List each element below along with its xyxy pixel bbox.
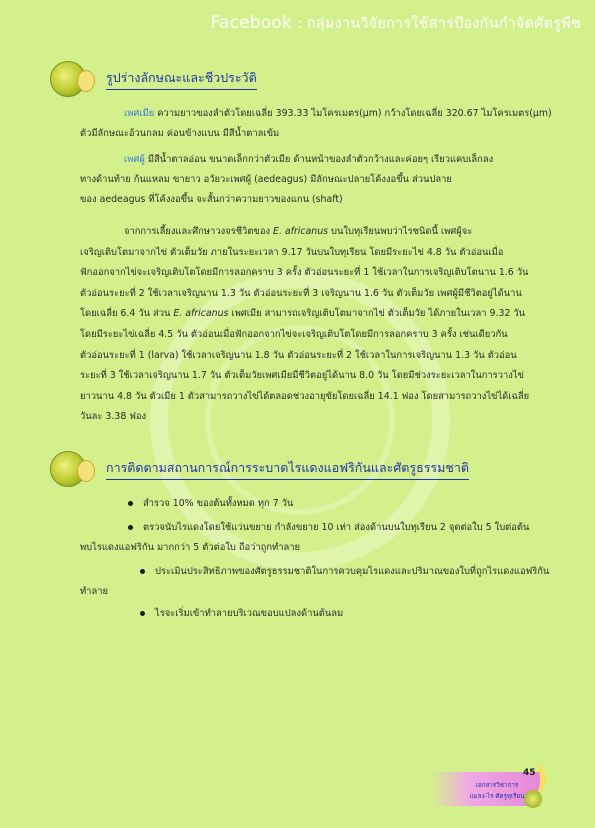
section-title: รูปร่างลักษณะและชีวประวัติ — [106, 68, 257, 90]
footer-caption — [460, 780, 534, 802]
section-heading-morphology — [50, 62, 257, 96]
female-description — [80, 104, 568, 124]
header-facebook — [211, 12, 581, 35]
life-cycle-line: ตัวอ่อนระยะที่ 1 (larva) ใช้เวลาเจริญนาน 1.8 วัน ตัวอ่อนระยะที่ 2 ใช้เวลาในการเจริญนาน 1.3 วัน ตัวอ่อน — [80, 349, 517, 361]
bullet-dot — [140, 569, 145, 574]
life-cycle-line: โดยเฉลี่ย 6.4 วัน ส่วน E. africanus เพศเมีย สามารถเจริญเติบโตมาจากไข่ ตัวเต็มวัย ได้ภายในเวลา 9.32 วัน — [80, 308, 526, 320]
male-label: เพศผู้ — [124, 154, 145, 165]
species-name: E. africanus — [173, 308, 229, 320]
bullet-dot — [140, 611, 145, 616]
female-text-1: ความยาวของลำตัวโดยเฉลี่ย 393.33 ไมโครเมตร(μm) กว้างโดยเฉลี่ย 320.67 ไมโครเมตร(μm) — [154, 108, 552, 119]
facebook-label: Facebook — [210, 13, 293, 33]
footer-line-2: แมลง-ไร ศัตรูทุเรียน — [469, 793, 525, 800]
life-cycle-line: ระยะที่ 3 ใช้เวลาเจริญนาน 1.7 วัน ตัวเต็มวัยเพศเมียมีชีวิตอยู่ได้นาน 8.0 วัน โดยมีช่วงระยะเวลาในการวางไข่ — [80, 370, 524, 382]
header-separator: : — [292, 16, 307, 32]
section-heading-monitoring — [50, 452, 469, 486]
female-line-1 — [80, 104, 568, 124]
life-cycle-line: ฟักออกจากไข่จะเจริญเติบโตโดยมีการลอกคราบ 3 ครั้ง ตัวอ่อนระยะที่ 1 ใช้เวลาในการเจริญเติบโตนาน 1.6 วัน — [80, 267, 529, 279]
life-cycle-line: จากการเลี้ยงและศึกษาวงจรชีวิตของ E. africanus บนใบทุเรียนพบว่าไรชนิดนี้ เพศผู้จะ — [124, 226, 473, 237]
female-line-2: ตัวมีลักษณะอ้วนกลม ค่อนข้างแบน มีสีน้ำตาลเข้ม — [80, 128, 280, 139]
female-label: เพศเมีย — [124, 108, 155, 119]
bullet-text: ประเมินประสิทธิภาพของศัตรูธรรมชาติในการควบคุมไรแดงและปริมาณของใบที่ถูกไรแดงแอฟริกัน — [155, 566, 550, 577]
footer-line-1: เอกสารวิชาการ — [475, 782, 519, 789]
durian-icon — [50, 61, 86, 97]
bullet-dot — [128, 525, 133, 530]
species-name: E. africanus — [273, 226, 329, 237]
male-line-3: ของ aedeagus ที่โค้งงอขึ้น จะสั้นกว่าความยาวของแกน (shaft) — [80, 194, 343, 205]
bullet-evaluate — [140, 562, 549, 582]
bullet-survey — [128, 494, 293, 514]
bullet-edge — [140, 604, 343, 624]
life-cycle-line: ยาวนาน 4.8 วัน ตัวเมีย 1 ตัวสามารถวางไข่ได้ตลอดช่วงอายุขัยโดยเฉลี่ย 14.1 ฟอง โดยสามารถวางไข่ได้เฉลี่ย — [80, 390, 530, 402]
life-cycle-line: ตัวอ่อนระยะที่ 2 ใช้เวลาเจริญนาน 1.3 วัน ตัวอ่อนระยะที่ 3 เจริญนาน 1.6 วัน ตัวเต็มวัย เพศผู้มีชีวิตอยู่ได้นาน — [80, 287, 522, 299]
male-line-1 — [80, 150, 568, 170]
life-cycle-line: โดยมีระยะไข่เฉลี่ย 4.5 วัน ตัวอ่อนเมื่อฟักออกจากไข่จะเจริญเติบโตโดยมีการลอกคราบ 3 ครั้ง เช่นเดียวกัน — [80, 329, 508, 340]
bullet-dot — [128, 501, 133, 506]
section-title: การติดตามสถานการณ์การระบาดไรแดงแอฟริกันและศัตรูธรรมชาติ — [106, 458, 469, 480]
life-cycle-line: วันละ 3.38 ฟอง — [80, 411, 147, 423]
bullet-evaluate-cont: ทำลาย — [80, 586, 108, 597]
bullet-text: สำรวจ 10% ของต้นทั้งหมด ทุก 7 วัน — [143, 498, 294, 509]
bullet-text: ตรวจนับไรแดงโดยใช้แว่นขยาย กำลังขยาย 10 เท่า ส่องด้านบนใบทุเรียน 2 จุดต่อใบ 5 ใบต่อต้น — [143, 522, 530, 533]
bullet-count-cont: พบไรแดงแอฟริกัน มากกว่า 5 ตัวต่อใบ ถือว่าถูกทำลาย — [80, 542, 300, 553]
male-text-1: มีสีน้ำตาลอ่อน ขนาดเล็กกว่าตัวเมีย ด้านหน้าของลำตัวกว้างและค่อยๆ เรียวแคบเล็กลง — [144, 154, 494, 165]
facebook-group-name: กลุ่มงานวิจัยการใช้สารป้องกันกำจัดศัตรูพืช — [306, 16, 581, 32]
life-cycle-line: เจริญเติบโตมาจากไข่ ตัวเต็มวัย ภายในระยะเวลา 9.17 วันบนใบทุเรียน โดยมีระยะไข่ 4.8 วัน ตัวอ่อนเมื่อ — [80, 246, 504, 258]
male-description — [80, 150, 568, 170]
page-number: 45 — [523, 768, 536, 778]
male-line-2: ทางด้านท้าย ก้นแหลม ขายาว อวัยวะเพศผู้ (aedeagus) มีลักษณะปลายโค้งงอขึ้น ส่วนปลาย — [80, 174, 452, 185]
bullet-count — [128, 518, 529, 538]
bullet-text: ไรจะเริ่มเข้าทำลายบริเวณขอบแปลงด้านต้นลม — [155, 608, 344, 619]
durian-icon — [50, 451, 86, 487]
